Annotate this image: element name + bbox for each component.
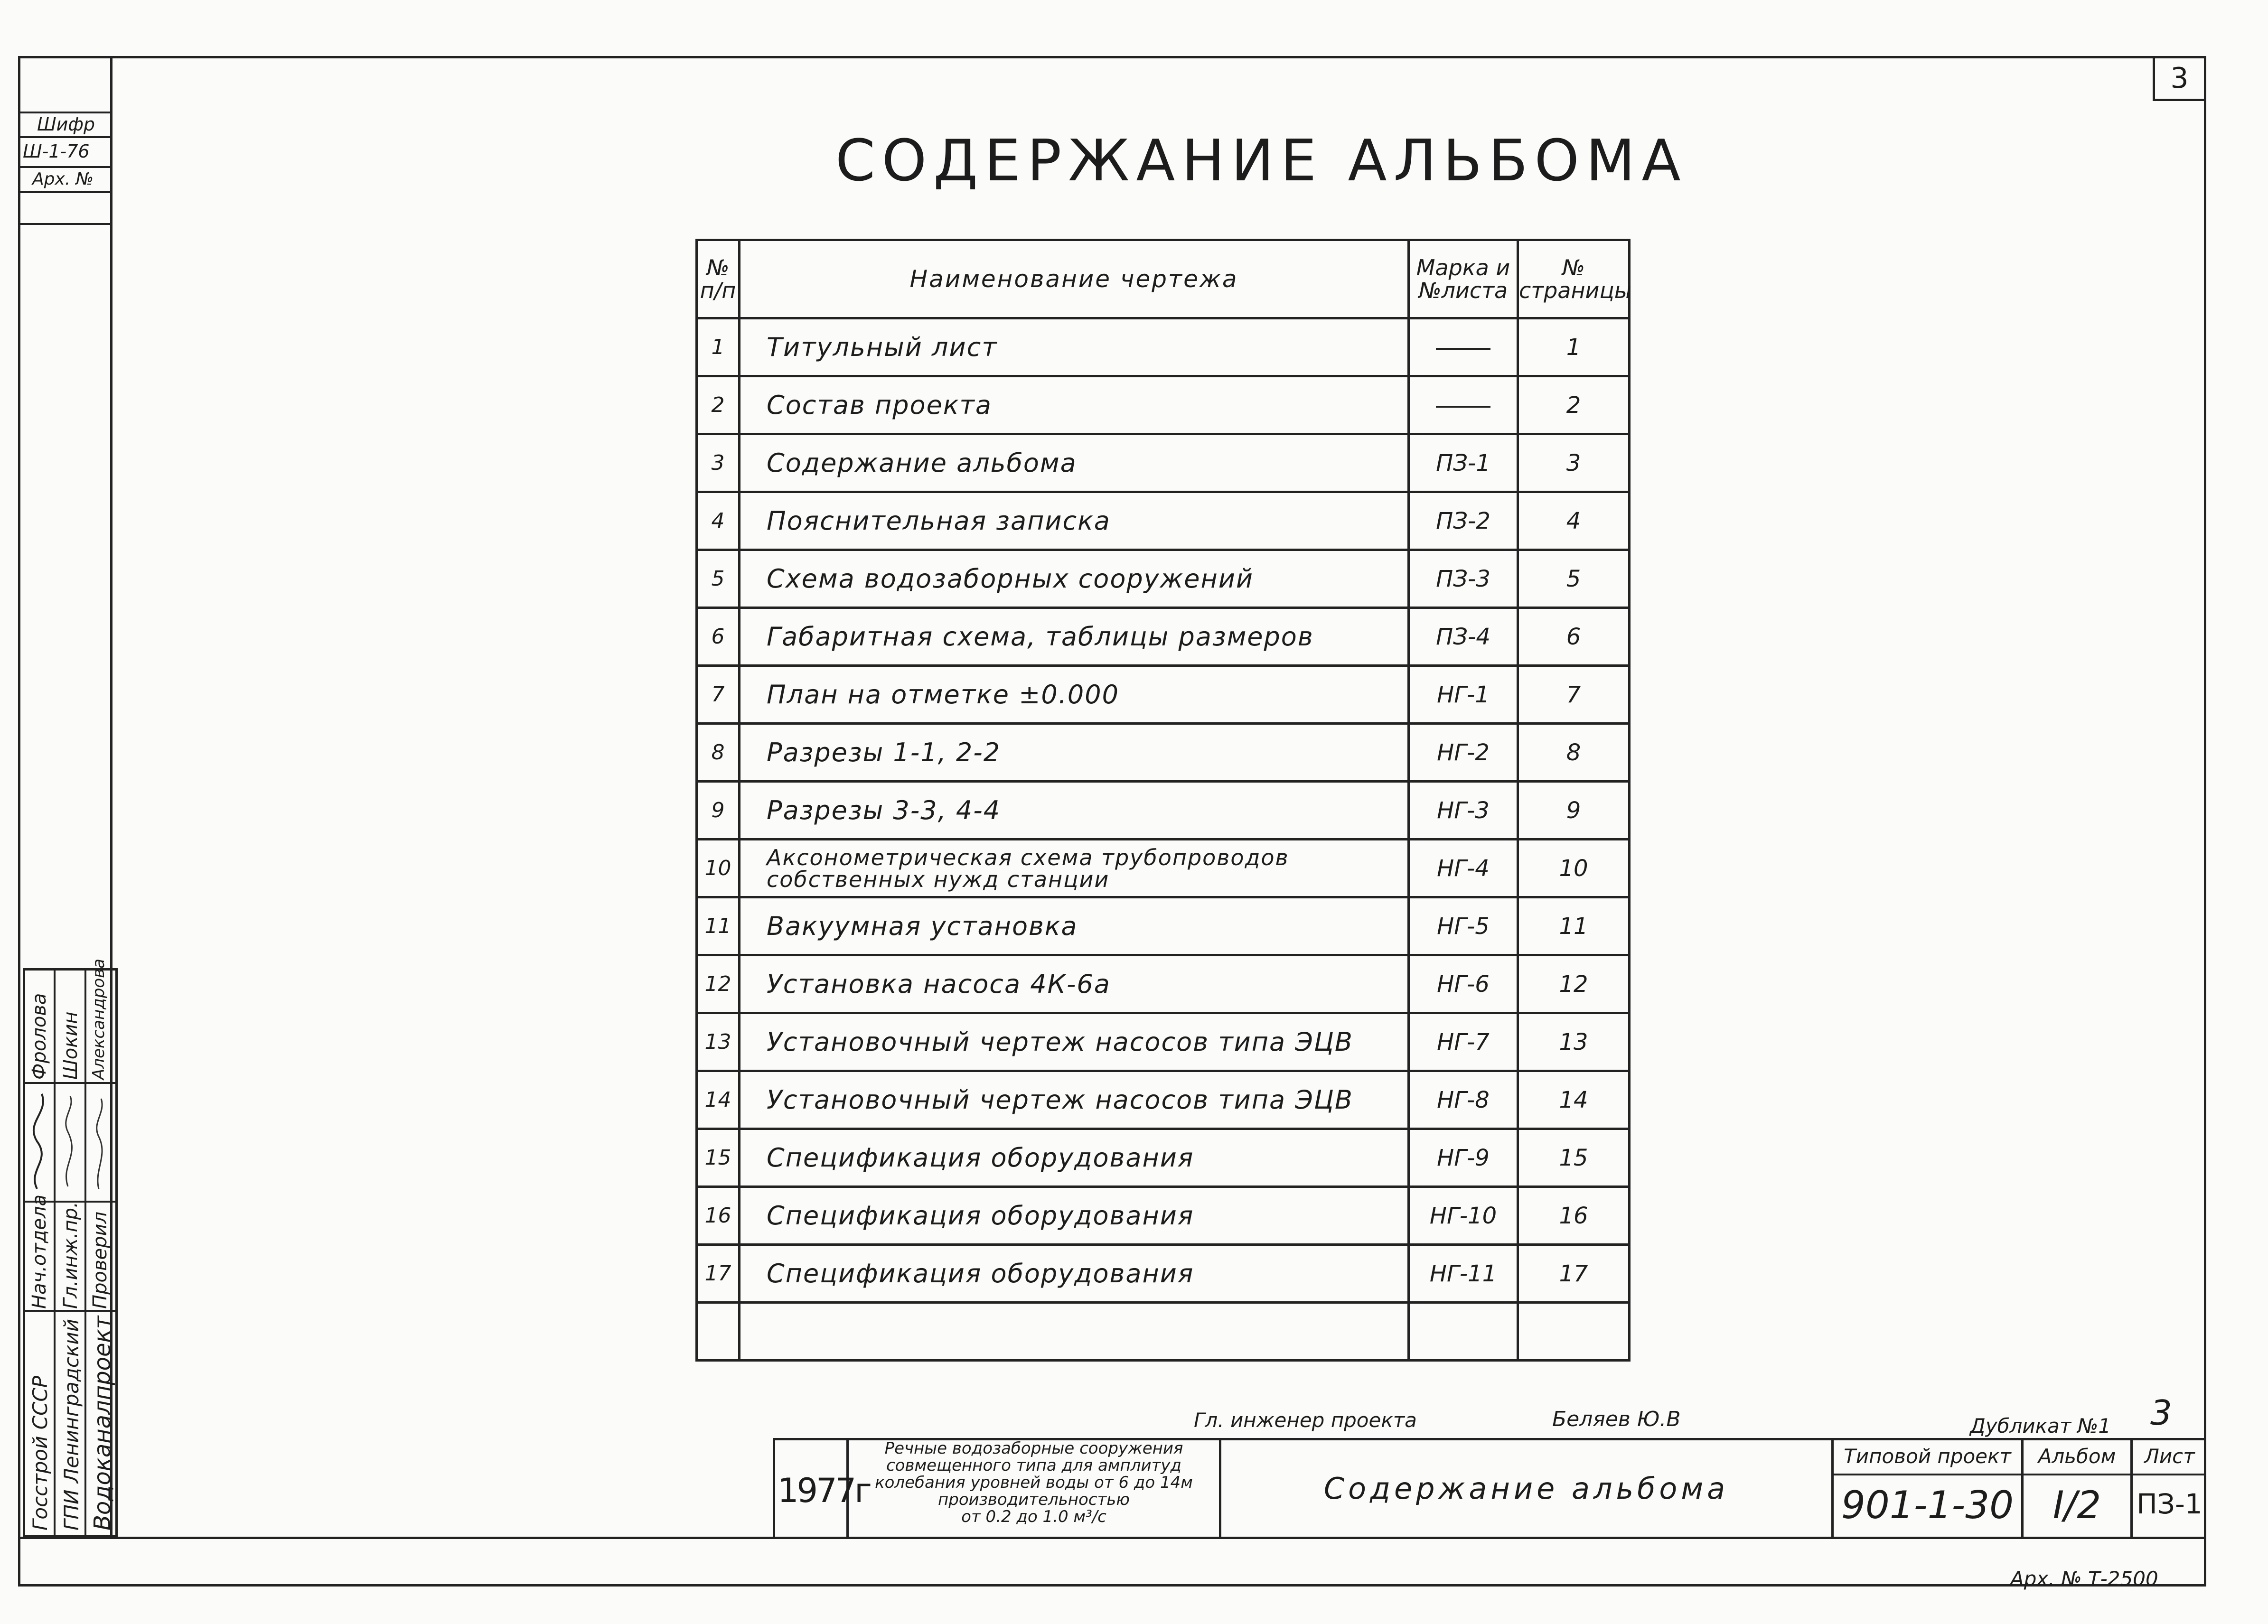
row-sheet-mark: НГ-5 bbox=[1409, 897, 1518, 955]
table-row bbox=[697, 782, 1630, 840]
row-number: 12 bbox=[697, 955, 740, 1013]
project-description-line-1: Речные водозаборные сооружения bbox=[884, 1439, 1183, 1458]
table-row bbox=[697, 608, 1630, 666]
table-row bbox=[697, 1245, 1630, 1303]
row-number: 5 bbox=[697, 550, 740, 608]
row-page-number: 13 bbox=[1518, 1013, 1630, 1071]
row-number: 6 bbox=[697, 608, 740, 666]
org-1: Госстрой СССР bbox=[28, 1375, 52, 1531]
row-number: 13 bbox=[697, 1013, 740, 1071]
row-sheet-mark bbox=[1409, 1303, 1518, 1361]
row-page-number: 9 bbox=[1518, 782, 1630, 840]
signer-name-3: Александрова bbox=[89, 959, 108, 1080]
row-number: 11 bbox=[697, 897, 740, 955]
sheet-label: Лист bbox=[2144, 1445, 2195, 1468]
dash-mark bbox=[1436, 348, 1490, 350]
dash-mark bbox=[1436, 406, 1490, 408]
row-sheet-mark: НГ-3 bbox=[1409, 782, 1518, 840]
row-page-number: 5 bbox=[1518, 550, 1630, 608]
row-page-number bbox=[1518, 1303, 1630, 1361]
row-drawing-name bbox=[740, 1303, 1409, 1361]
row-number: 8 bbox=[697, 724, 740, 782]
table-row bbox=[697, 434, 1630, 492]
row-sheet-mark: НГ-2 bbox=[1409, 724, 1518, 782]
row-page-number: 11 bbox=[1518, 897, 1630, 955]
duplicate-label: Дубликат №1 bbox=[1970, 1414, 2111, 1437]
row-sheet-mark bbox=[1409, 318, 1518, 376]
table-row bbox=[697, 376, 1630, 434]
chief-engineer-name: Беляев Ю.В bbox=[1552, 1407, 1681, 1431]
album-value: I/2 bbox=[2052, 1483, 2101, 1527]
row-drawing-name: Титульный лист bbox=[740, 318, 1409, 376]
chief-engineer-label: Гл. инженер проекта bbox=[1194, 1409, 1417, 1432]
archive-label: Арх. № bbox=[32, 169, 94, 189]
table-row bbox=[697, 492, 1630, 550]
project-description-line-3: колебания уровней воды от 6 до 14м bbox=[875, 1473, 1193, 1492]
table-row bbox=[697, 1071, 1630, 1129]
table-row bbox=[697, 1303, 1630, 1361]
table-row bbox=[697, 897, 1630, 955]
table-row bbox=[697, 666, 1630, 724]
row-number: 2 bbox=[697, 376, 740, 434]
row-drawing-name: Габаритная схема, таблицы размеров bbox=[740, 608, 1409, 666]
row-sheet-mark: НГ-1 bbox=[1409, 666, 1518, 724]
row-sheet-mark: ПЗ-2 bbox=[1409, 492, 1518, 550]
row-sheet-mark: НГ-4 bbox=[1409, 840, 1518, 897]
row-number: 9 bbox=[697, 782, 740, 840]
title-block bbox=[773, 1438, 2206, 1539]
row-page-number: 3 bbox=[1518, 434, 1630, 492]
sheet-title: Содержание альбома bbox=[1323, 1471, 1729, 1506]
row-sheet-mark: ПЗ-4 bbox=[1409, 608, 1518, 666]
table-row bbox=[697, 840, 1630, 897]
row-sheet-mark: ПЗ-3 bbox=[1409, 550, 1518, 608]
table-row bbox=[697, 955, 1630, 1013]
row-number: 16 bbox=[697, 1187, 740, 1245]
row-page-number: 1 bbox=[1518, 318, 1630, 376]
role-1: Нач.отдела bbox=[28, 1194, 50, 1309]
row-number: 1 bbox=[697, 318, 740, 376]
row-drawing-name: Разрезы 1-1, 2-2 bbox=[740, 724, 1409, 782]
row-number: 3 bbox=[697, 434, 740, 492]
signer-name-1: Фролова bbox=[28, 993, 50, 1080]
role-3: Проверил bbox=[89, 1211, 111, 1309]
row-drawing-name: Вакуумная установка bbox=[740, 897, 1409, 955]
row-sheet-mark: НГ-7 bbox=[1409, 1013, 1518, 1071]
signature-block bbox=[18, 959, 119, 1538]
table-row bbox=[697, 550, 1630, 608]
contents-table bbox=[695, 239, 1631, 1362]
cipher-value: Ш-1-76 bbox=[23, 141, 90, 162]
row-drawing-name: Спецификация оборудования bbox=[740, 1187, 1409, 1245]
row-sheet-mark: НГ-6 bbox=[1409, 955, 1518, 1013]
row-page-number: 14 bbox=[1518, 1071, 1630, 1129]
signer-name-2: Шокин bbox=[60, 1011, 82, 1080]
row-drawing-name: Установочный чертеж насосов типа ЭЦВ bbox=[740, 1013, 1409, 1071]
row-drawing-name: Состав проекта bbox=[740, 376, 1409, 434]
archive-number: Арх. № Т-2500 bbox=[2010, 1567, 2158, 1590]
row-number: 10 bbox=[697, 840, 740, 897]
row-drawing-name: Установочный чертеж насосов типа ЭЦВ bbox=[740, 1071, 1409, 1129]
cipher-label: Шифр bbox=[37, 114, 95, 135]
row-sheet-mark: НГ-10 bbox=[1409, 1187, 1518, 1245]
row-page-number: 4 bbox=[1518, 492, 1630, 550]
page-title: СОДЕРЖАНИЕ АЛЬБОМА bbox=[835, 128, 1687, 194]
signature-scribbles bbox=[23, 1084, 118, 1198]
role-2: Гл.инж.пр. bbox=[60, 1202, 82, 1309]
header-mark: Марка и №листа bbox=[1409, 240, 1518, 318]
row-sheet-mark: НГ-11 bbox=[1409, 1245, 1518, 1303]
sheet-value: ПЗ-1 bbox=[2137, 1488, 2202, 1520]
album-label: Альбом bbox=[2038, 1445, 2116, 1468]
sheet-number-box bbox=[2153, 56, 2206, 101]
project-description-line-2: совмещенного типа для амплитуд bbox=[886, 1456, 1182, 1475]
row-page-number: 10 bbox=[1518, 840, 1630, 897]
row-sheet-mark: ПЗ-1 bbox=[1409, 434, 1518, 492]
org-3: Водоканалпроект bbox=[89, 1316, 116, 1531]
table-row bbox=[697, 724, 1630, 782]
row-drawing-name: Установка насоса 4К-6а bbox=[740, 955, 1409, 1013]
table-row bbox=[697, 318, 1630, 376]
page-mark: 3 bbox=[2150, 1393, 2172, 1433]
row-page-number: 17 bbox=[1518, 1245, 1630, 1303]
row-drawing-name: План на отметке ±0.000 bbox=[740, 666, 1409, 724]
row-page-number: 16 bbox=[1518, 1187, 1630, 1245]
cipher-stamp bbox=[18, 112, 110, 225]
row-sheet-mark bbox=[1409, 376, 1518, 434]
year: 1977г bbox=[778, 1471, 870, 1510]
table-row bbox=[697, 1013, 1630, 1071]
project-description-line-5: от 0.2 до 1.0 м³/с bbox=[961, 1507, 1106, 1526]
row-number: 15 bbox=[697, 1129, 740, 1187]
row-drawing-name: Спецификация оборудования bbox=[740, 1129, 1409, 1187]
org-2: ГПИ Ленинградский bbox=[60, 1319, 83, 1531]
row-sheet-mark: НГ-8 bbox=[1409, 1071, 1518, 1129]
table-header-row bbox=[697, 240, 1630, 318]
row-sheet-mark: НГ-9 bbox=[1409, 1129, 1518, 1187]
typical-project-label: Типовой проект bbox=[1844, 1445, 2011, 1468]
row-page-number: 2 bbox=[1518, 376, 1630, 434]
row-drawing-name: Схема водозаборных сооружений bbox=[740, 550, 1409, 608]
header-name: Наименование чертежа bbox=[740, 240, 1409, 318]
row-number: 17 bbox=[697, 1245, 740, 1303]
project-description bbox=[851, 1440, 1217, 1525]
row-number: 7 bbox=[697, 666, 740, 724]
sheet-number: 3 bbox=[2170, 62, 2189, 95]
header-page: № страницы bbox=[1518, 240, 1630, 318]
row-drawing-name: Спецификация оборудования bbox=[740, 1245, 1409, 1303]
typical-project-value: 901-1-30 bbox=[1841, 1483, 2014, 1527]
table-row bbox=[697, 1129, 1630, 1187]
row-drawing-name: Аксонометрическая схема трубопроводов собственных нужд станции bbox=[740, 840, 1409, 897]
row-page-number: 8 bbox=[1518, 724, 1630, 782]
table-row bbox=[697, 1187, 1630, 1245]
row-drawing-name: Пояснительная записка bbox=[740, 492, 1409, 550]
row-number: 4 bbox=[697, 492, 740, 550]
header-num: № п/п bbox=[697, 240, 740, 318]
row-page-number: 7 bbox=[1518, 666, 1630, 724]
row-number bbox=[697, 1303, 740, 1361]
row-drawing-name: Содержание альбома bbox=[740, 434, 1409, 492]
row-page-number: 6 bbox=[1518, 608, 1630, 666]
row-page-number: 12 bbox=[1518, 955, 1630, 1013]
row-drawing-name: Разрезы 3-3, 4-4 bbox=[740, 782, 1409, 840]
project-description-line-4: производительностью bbox=[938, 1490, 1130, 1509]
row-number: 14 bbox=[697, 1071, 740, 1129]
row-page-number: 15 bbox=[1518, 1129, 1630, 1187]
